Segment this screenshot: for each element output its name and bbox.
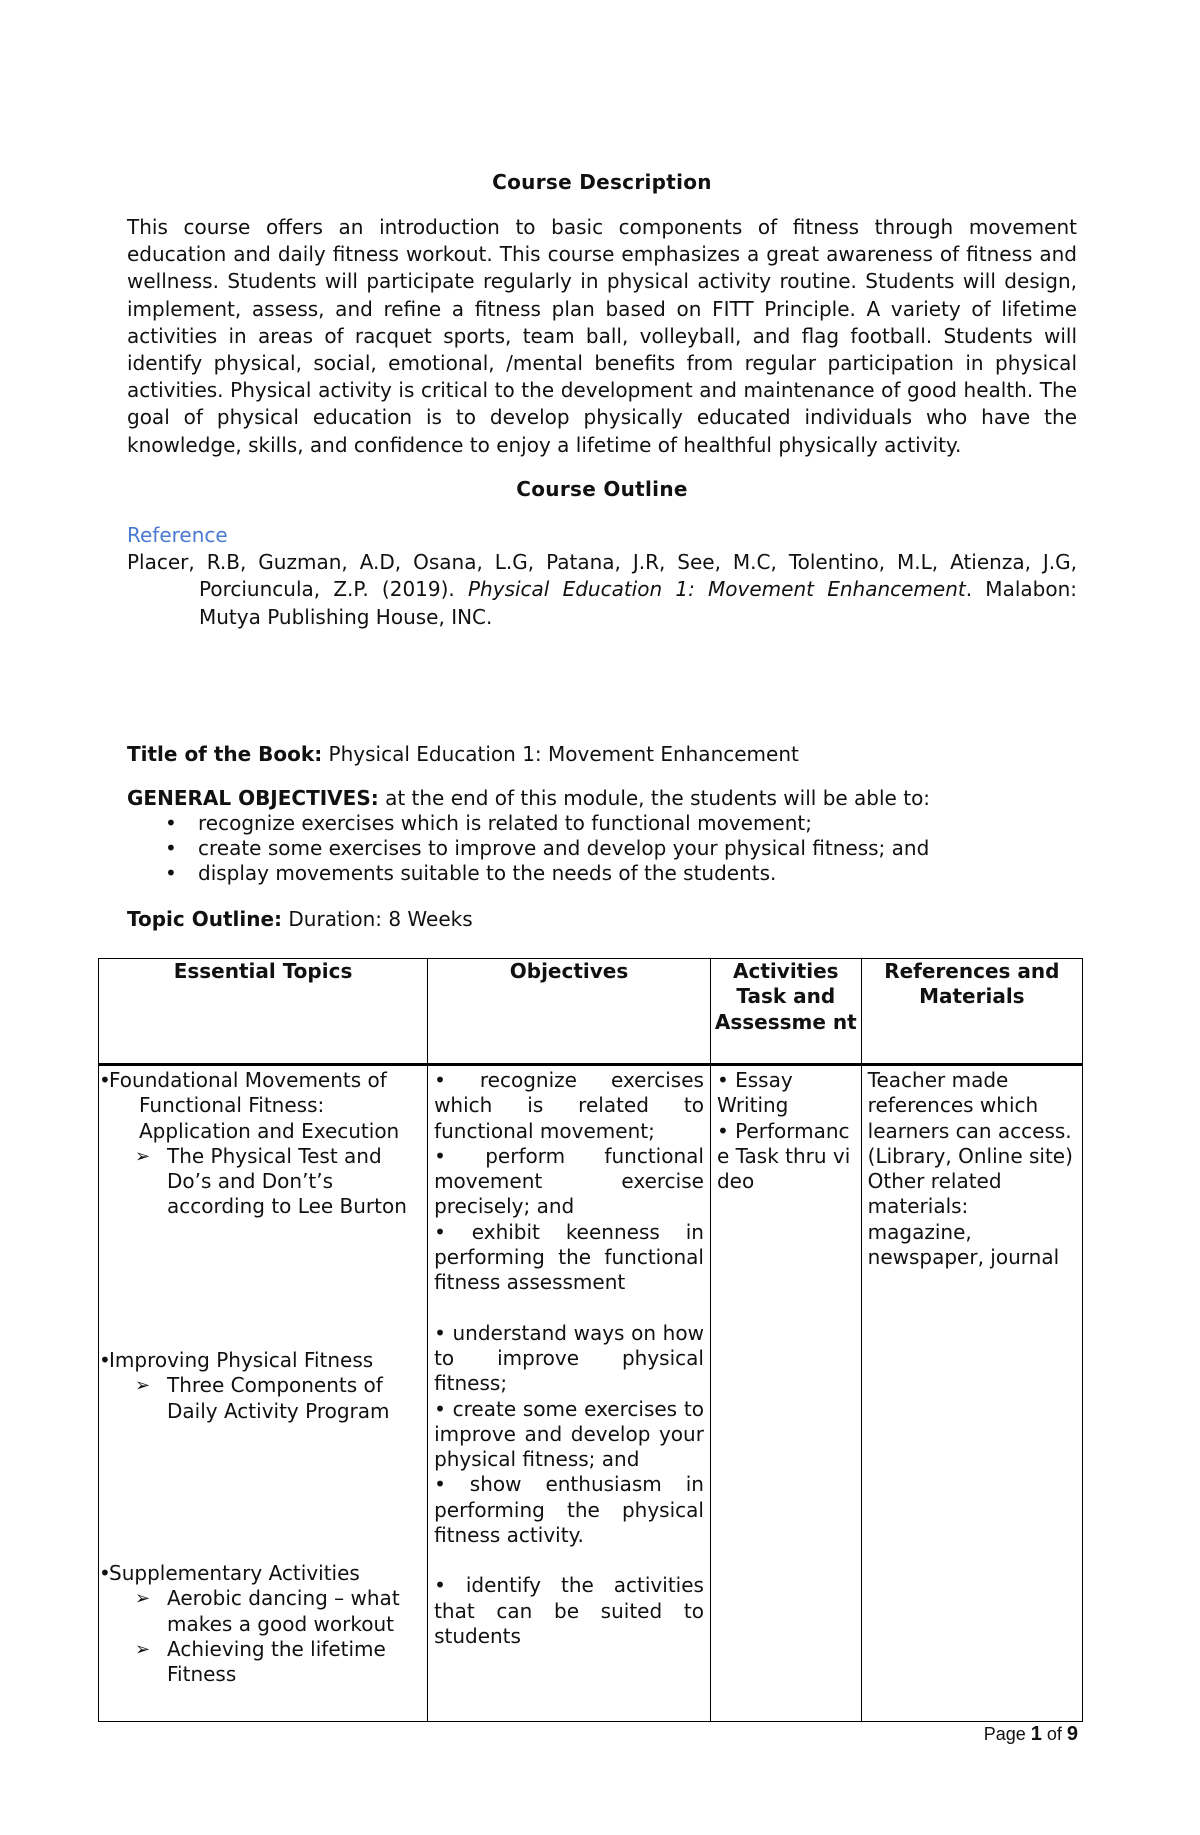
topic-item: • Foundational Movements of Functional Fitness: Application and Execution ➢ The Physical Test and Do’s and Don’t’s according to Lee Burton [105, 1068, 421, 1348]
topic-item: • Improving Physical Fitness ➢ Three Components of Daily Activity Program [105, 1348, 421, 1561]
topic-outline-label: Topic Outline: [127, 907, 283, 932]
header-references: References and Materials [861, 959, 1082, 1065]
page-content [127, 170, 1077, 932]
topic-outline-line [127, 907, 1077, 932]
page-number: Page 1 of 9 [983, 1723, 1078, 1745]
sub-topic: ➢ Aerobic dancing – what makes a good workout [135, 1586, 400, 1636]
course-description-title: Course Description [492, 170, 712, 194]
arrow-bullet-icon: ➢ [135, 1375, 151, 1397]
sub-topic: ➢ The Physical Test and Do’s and Don’t’s according to Lee Burton [135, 1143, 407, 1219]
general-objectives-list [127, 811, 1077, 886]
objective-item: • show enthusiasm in performing the physical fitness activity. [434, 1472, 704, 1548]
course-outline-title: Course Outline [516, 476, 688, 501]
activity-item: • Performanc e Task thru video [716, 1118, 851, 1194]
list-item: • create some exercises to improve and develop your physical fitness; and [165, 836, 930, 861]
book-title-label: Title of the Book: [127, 742, 323, 767]
header-essential-topics: Essential Topics [99, 959, 428, 1065]
table-header-row [99, 959, 1083, 1065]
reference-label: Reference [127, 522, 228, 547]
objective-item: • perform functional movement exercise precisely; and [434, 1143, 704, 1219]
sub-topic: ➢ Achieving the lifetime Fitness [135, 1636, 386, 1687]
bullet-icon: • [99, 1561, 111, 1585]
general-objectives-line [127, 786, 1077, 811]
table-row [99, 1065, 1083, 1722]
bullet-icon: • [165, 861, 177, 886]
list-item: • recognize exercises which is related to functional movement; [165, 811, 812, 836]
topic-outline-duration: Duration: 8 Weeks [282, 907, 473, 932]
bullet-icon: • [99, 1348, 111, 1372]
objective-item: • create some exercises to improve and develop your physical fitness; and [434, 1396, 704, 1472]
objective-item: • exhibit keenness in performing the functional fitness assessment [434, 1219, 704, 1295]
header-objectives: Objectives [428, 959, 711, 1065]
arrow-bullet-icon: ➢ [135, 1588, 151, 1610]
activities-cell [710, 1065, 861, 1722]
book-title-value: Physical Education 1: Movement Enhancement [322, 742, 799, 767]
course-description-body: This course offers an introduction to basic components of fitness through movement education and daily fitness workout. This course emphasizes a great awareness of fitness and wellness. Students will participate regularly in physical activity routine. Students will design, implement, assess, and refine a fitness plan based on FITT Principle. A variety of lifetime activities in areas of racquet sports, team ball, volleyball, and flag football. Students will identify physical, social, emotional, /mental benefits from regular participation in physical activities. Physical activity is critical to the development and maintenance of good health. The goal of physical education is to develop physically educated individuals who have the knowledge, skills, and confidence to enjoy a lifetime of healthful physically activity. [127, 215, 1077, 457]
sub-topic: ➢ Three Components of Daily Activity Program [135, 1373, 390, 1423]
reference-citation [127, 549, 1077, 632]
header-activities: Activities Task and Assessme nt [710, 959, 861, 1065]
general-objectives-label: GENERAL OBJECTIVES: [127, 786, 379, 811]
arrow-bullet-icon: ➢ [135, 1638, 151, 1660]
references-cell [861, 1065, 1082, 1722]
objective-item: • understand ways on how to improve physical fitness; [434, 1320, 704, 1396]
book-title-line [127, 742, 1077, 767]
bullet-icon: • [165, 811, 177, 836]
citation-authors: Placer, R.B, Guzman, A.D, Osana, L.G, Patana, J.R, See, M.C, Tolentino, M.L, Atienza, J.G, Porciuncula, Z.P. (2019). [127, 549, 1077, 602]
bullet-icon: • [99, 1068, 111, 1092]
citation-title: Physical Education 1: Movement Enhancement [468, 577, 966, 602]
citation-publisher: . Malabon: Mutya Publishing House, INC. [199, 577, 1077, 629]
list-item: • display movements suitable to the needs of the students. [165, 861, 777, 886]
topic-outline-table [98, 958, 1083, 1722]
references-text: Teacher made references which learners can access. (Library, Online site) Other related materials: magazine, newspaper, journal [867, 1068, 1073, 1270]
general-objectives-intro: at the end of this module, the students will be able to: [378, 786, 931, 811]
objective-item: • recognize exercises which is related to functional movement; [434, 1068, 704, 1143]
objectives-cell [428, 1065, 711, 1722]
bullet-icon: • [165, 836, 177, 861]
essential-topics-cell [99, 1065, 428, 1722]
arrow-bullet-icon: ➢ [135, 1145, 151, 1167]
activity-item: • Essay Writing [716, 1068, 793, 1118]
topic-item: • Supplementary Activities ➢ Aerobic dancing – what makes a good workout ➢ Achieving the lifetime Fitness [105, 1561, 421, 1687]
objective-item: • identify the activities that can be suited to students [434, 1573, 704, 1648]
